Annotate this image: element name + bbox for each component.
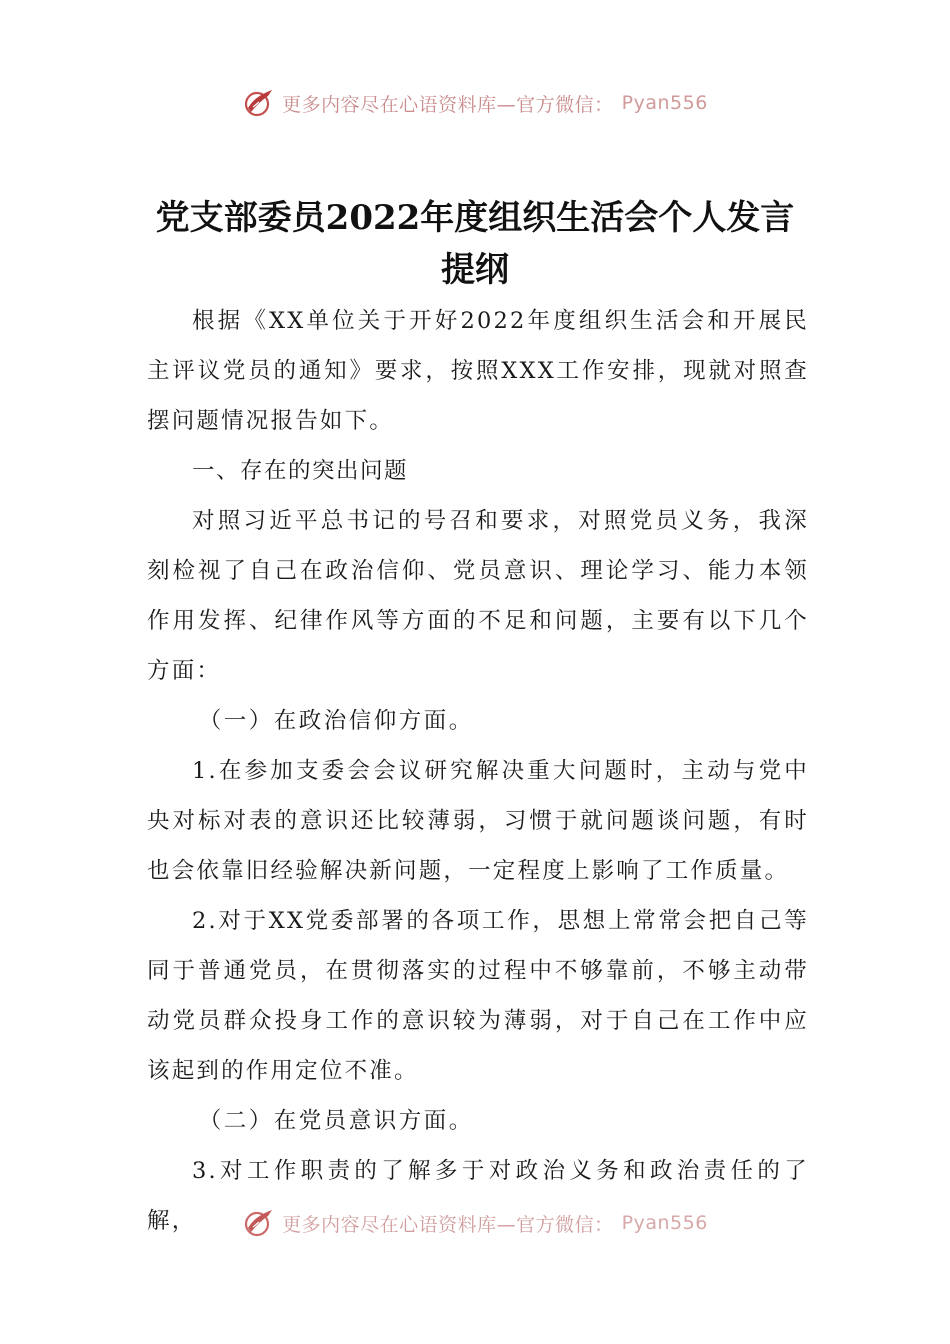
pen-logo-icon	[242, 1206, 276, 1240]
title-line-2: 提纲	[441, 250, 509, 290]
section-heading-1: 一、存在的突出问题	[192, 458, 409, 484]
header-watermark	[0, 86, 950, 120]
watermark-text: 更多内容尽在心语资料库—官方微信：	[282, 93, 614, 116]
item-3-paragraph: 3.对工作职责的了解多于对政治义务和政治责任的了解，	[147, 1158, 809, 1234]
subsection-heading-2: （二）在党员意识方面。	[198, 1108, 474, 1134]
watermark-text: 更多内容尽在心语资料库—官方微信：	[282, 1213, 614, 1236]
pen-logo-icon	[242, 86, 276, 120]
document-body	[147, 296, 809, 1246]
intro-paragraph: 根据《XX单位关于开好2022年度组织生活会和开展民主评议党员的通知》要求，按照XXX工作安排，现就对照查摆问题情况报告如下。	[147, 308, 809, 434]
watermark-id: Pyan556	[621, 1212, 708, 1234]
document-title	[0, 192, 950, 296]
footer-watermark	[0, 1206, 950, 1240]
watermark-id: Pyan556	[621, 92, 708, 114]
item-2-paragraph: 2.对于XX党委部署的各项工作，思想上常常会把自己等同于普通党员，在贯彻落实的过程中不够靠前，不够主动带动党员群众投身工作的意识较为薄弱，对于自己在工作中应该起到的作用定位不准。	[147, 908, 809, 1084]
section-1-paragraph: 对照习近平总书记的号召和要求，对照党员义务，我深刻检视了自己在政治信仰、党员意识、理论学习、能力本领作用发挥、纪律作风等方面的不足和问题，主要有以下几个方面：	[147, 508, 809, 684]
subsection-heading-1: （一）在政治信仰方面。	[198, 708, 474, 734]
title-line-1: 党支部委员2022年度组织生活会个人发言	[155, 198, 795, 238]
item-1-paragraph: 1.在参加支委会会议研究解决重大问题时，主动与党中央对标对表的意识还比较薄弱，习惯于就问题谈问题，有时也会依靠旧经验解决新问题，一定程度上影响了工作质量。	[147, 758, 809, 884]
